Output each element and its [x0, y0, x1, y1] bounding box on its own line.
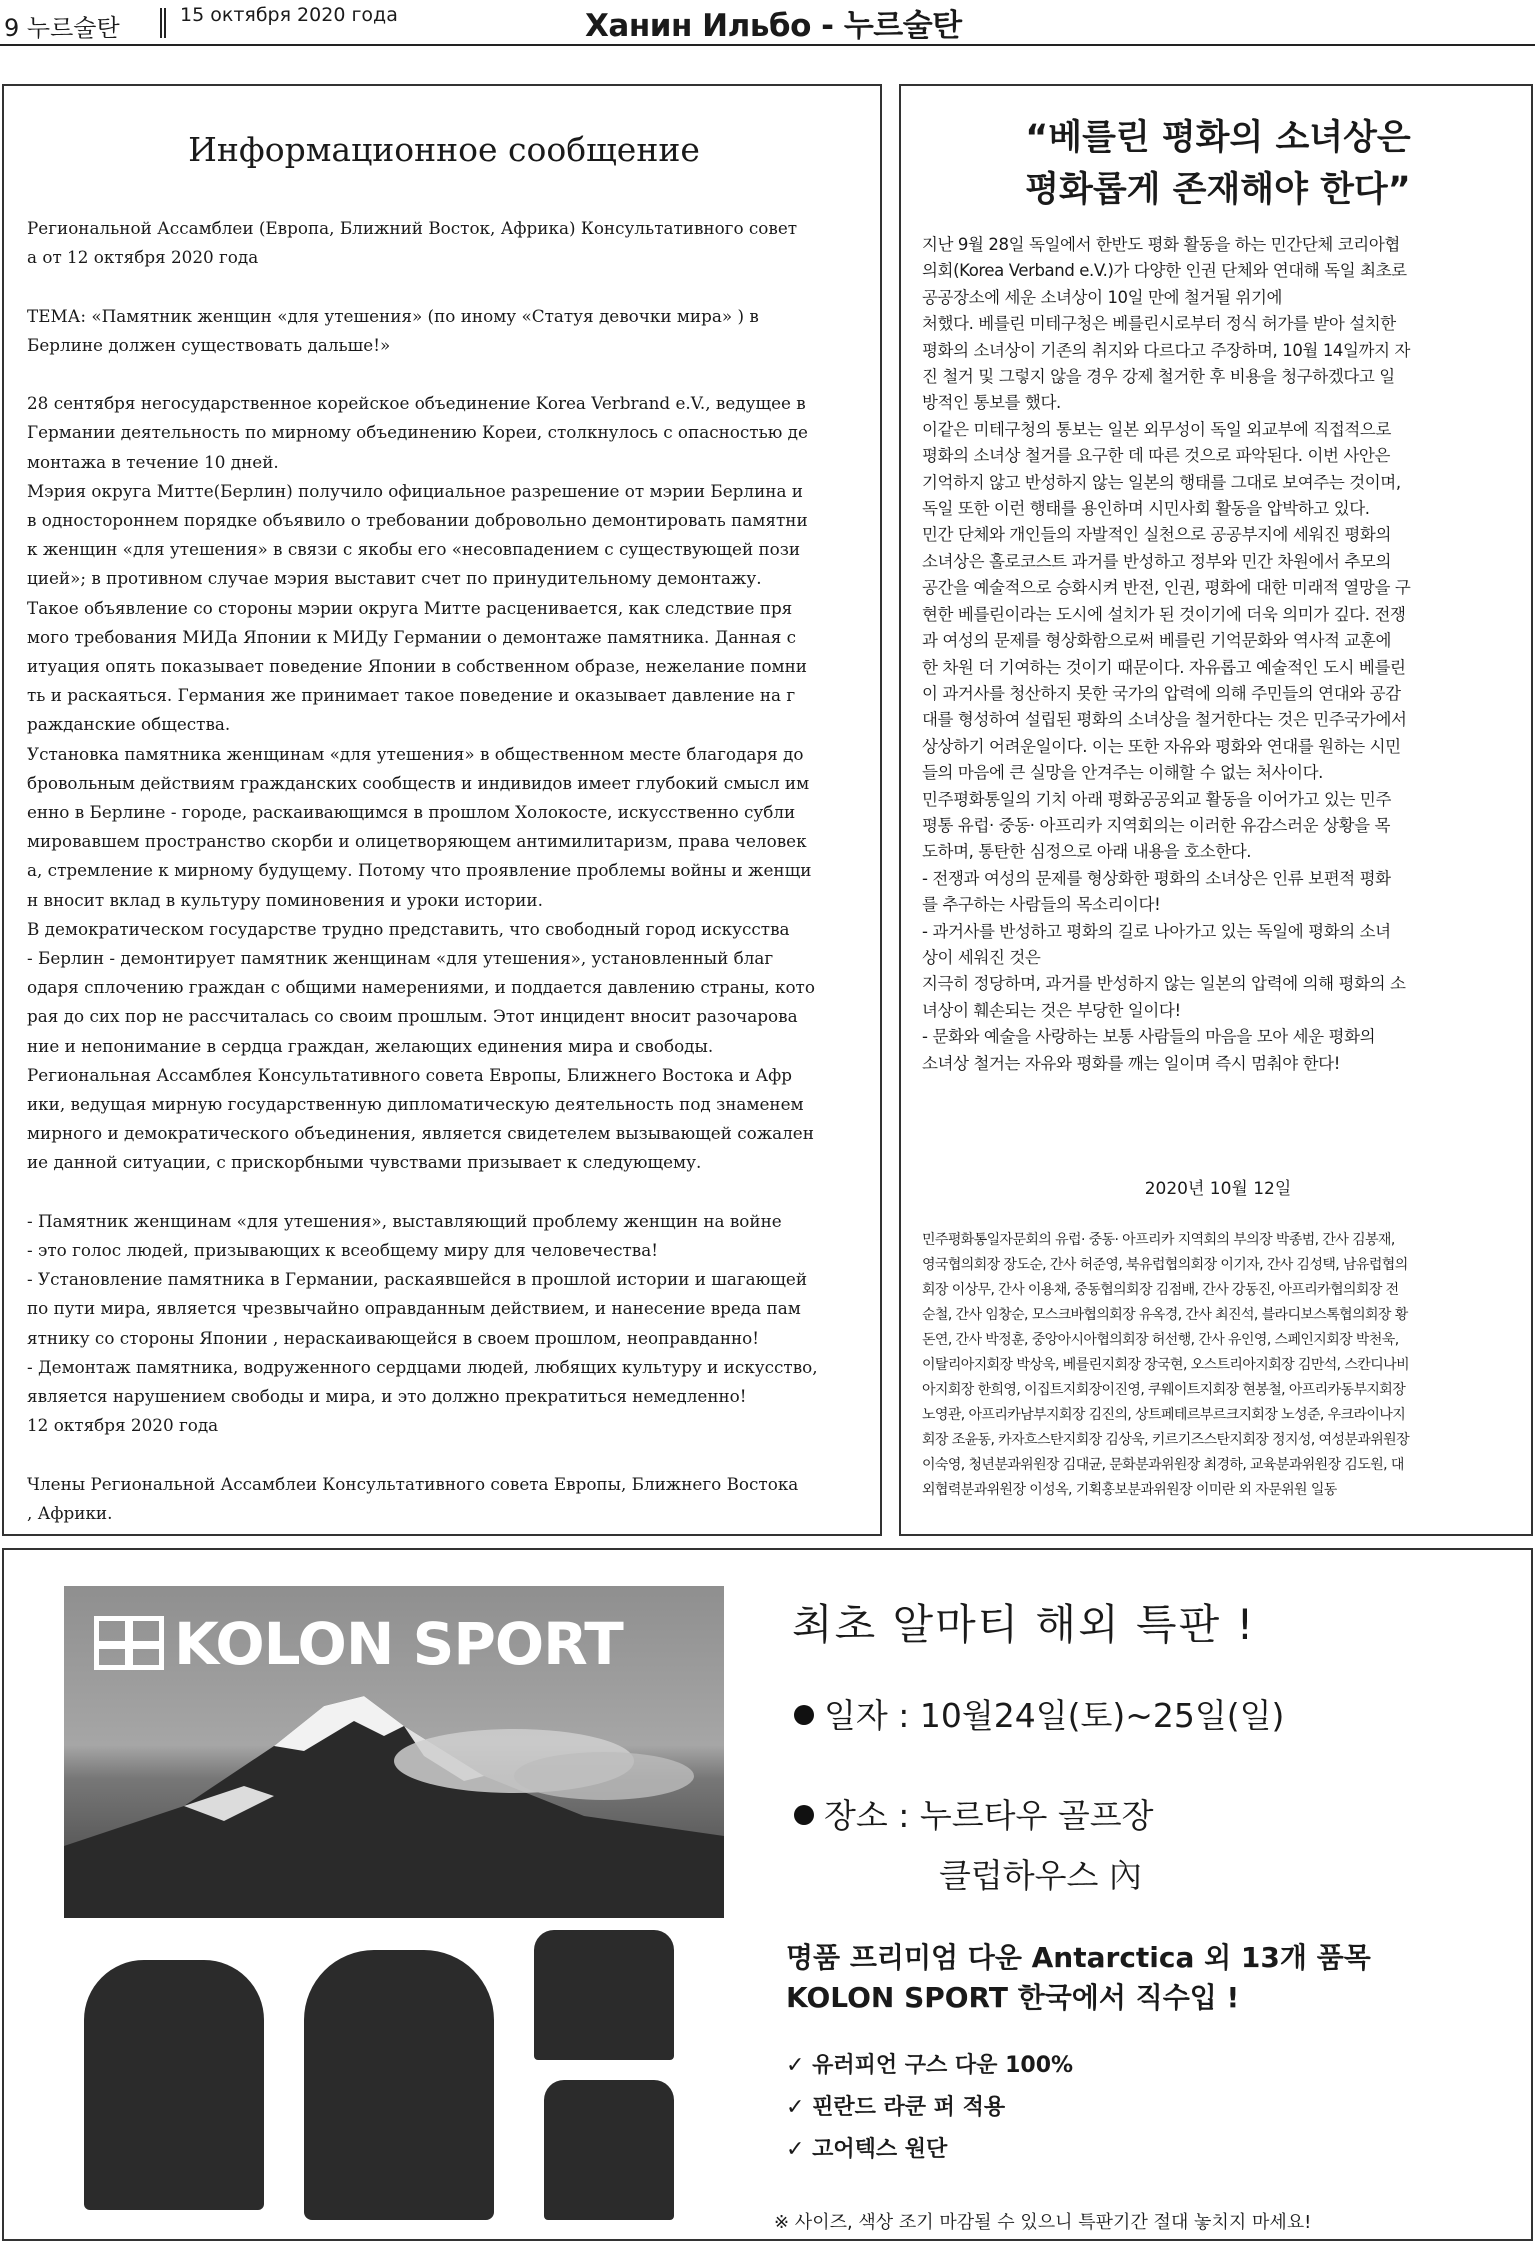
text-line: енно в Берлине - городе, раскаивающимся в прошлом Холокосте, искусственно субли [27, 802, 796, 823]
text-line: ие данной ситуации, с прискорбными чувствами призывает к следующему. [27, 1152, 702, 1173]
text-line: монтажа в течение 10 дней. [27, 451, 279, 472]
text-line: 상상하기 어려운일이다. 이는 또한 자유와 평화와 연대를 원하는 시민 [922, 736, 1401, 756]
text-line: 지극히 정당하며, 과거를 반성하지 않는 일본의 압력에 의해 평화의 소 [922, 974, 1406, 994]
fur-hood-jacket-image [304, 1950, 494, 2220]
text-line: - Демонтаж памятника, водруженного сердцами людей, любящих культуру и искусство, [27, 1356, 818, 1377]
text-line: 방적인 통보를 했다. [922, 393, 1061, 413]
text-line: 민주평화통일의 기치 아래 평화공공외교 활동을 이어가고 있는 민주 [922, 789, 1392, 809]
text-line [27, 272, 870, 301]
text-line: мирного и демократического объединения, является свидетелем вызывающей сожален [27, 1123, 814, 1144]
text-line [27, 1178, 870, 1207]
russian-article [2, 84, 882, 1536]
text-line [27, 360, 870, 389]
text-line: 과 여성의 문제를 형상화함으로써 베를린 기억문화와 역사적 교훈에 [922, 631, 1392, 651]
text-line: ики, ведущая мирную государственную дипломатическую деятельность под знаменем [27, 1094, 804, 1115]
text-line: Региональная Ассамблея Консультативного совета Европы, Ближнего Востока и Афр [27, 1064, 793, 1085]
text-line: 현한 베를린이라는 도시에 설치가 된 것이기에 더욱 의미가 깊다. 전쟁 [922, 604, 1406, 624]
text-line: - 문화와 예술을 사랑하는 보통 사람들의 마음을 모아 세운 평화의 [922, 1027, 1376, 1047]
text-line: 이같은 미테구청의 통보는 일본 외무성이 독일 외교부에 직접적으로 [922, 419, 1392, 439]
bullet-icon [794, 1705, 814, 1725]
text-line: - Берлин - демонтирует памятник женщинам «для утешения», установленный благ [27, 948, 774, 969]
text-line: 28 сентября негосударственное корейское объединение Korea Verbrand e.V., ведущее в [27, 393, 806, 414]
ad-place-text: 장소 : 누르타우 골프장 [824, 1796, 1154, 1835]
text-line: 회장 조윤동, 카자흐스탄지회장 김상욱, 키르기즈스탄지회장 정지성, 여성분과위원장 [922, 1432, 1409, 1448]
issue-date: 15 октября 2020 года [180, 4, 398, 26]
text-line: - это голос людей, призывающих к всеобщему миру для человечества! [27, 1240, 658, 1261]
page-number: 9 누르술탄 [4, 14, 120, 42]
ad-promo-line: KOLON SPORT 한국에서 직수입 ! [786, 1981, 1240, 2014]
text-line: а, стремление к мирному будущему. Потому что проявление проблемы войны и женщи [27, 860, 812, 881]
text-line: 공간을 예술적으로 승화시켜 반전, 인권, 평화에 대한 미래적 열망을 구 [922, 578, 1411, 598]
text-line: В демократическом государстве трудно представить, что свободный город искусства [27, 918, 790, 939]
text-line: 민주평화통일자문회의 유럽· 중동· 아프리카 지역회의 부의장 박종범, 간사 김봉재, [922, 1232, 1395, 1248]
product-photos [64, 1920, 724, 2230]
light-down-jacket-image [544, 2080, 674, 2220]
text-line: 12 октября 2020 года [27, 1415, 219, 1436]
text-line: мого требования МИДа Японии к МИДу Германии о демонтаже памятника. Данная с [27, 626, 797, 647]
text-line: 들의 마음에 큰 실망을 안겨주는 이해할 수 없는 처사이다. [922, 763, 1324, 783]
bullet-icon [794, 1805, 814, 1825]
text-line: 민간 단체와 개인들의 자발적인 실천으로 공공부지에 세워진 평화의 [922, 525, 1392, 545]
text-line: Региональной Ассамблеи (Европа, Ближний Восток, Африка) Консультативного совет [27, 218, 798, 238]
text-line: итуация опять показывает поведение Японии в собственном образе, нежелание помни [27, 656, 807, 677]
brand-name: KOLON SPORT [174, 1610, 623, 1678]
text-line: 평화의 소녀상이 기존의 취지와 다르다고 주장하며, 10월 14일까지 자 [922, 340, 1411, 360]
text-line: 노영관, 아프리카남부지회장 김진의, 상트페테르부르크지회장 노성준, 우크라이나지 [922, 1407, 1406, 1423]
kolon-sport-logo [94, 1610, 623, 1678]
ad-place-line [794, 1790, 1154, 1837]
down-jacket-image [534, 1930, 674, 2060]
text-line: Члены Региональной Ассамблеи Консультативного совета Европы, Ближнего Востока [27, 1473, 799, 1494]
korean-article [899, 84, 1533, 1536]
russian-article-body [27, 214, 870, 1528]
korean-article-body [922, 232, 1518, 1077]
text-line: цией»; в противном случае мэрия выставит счет по принудительному демонтажу. [27, 568, 762, 589]
text-line: 순철, 간사 임창순, 모스크바협의회장 유옥경, 간사 최진석, 블라디보스톡협의회장 황 [922, 1307, 1408, 1323]
text-line: мировавшем пространство скорби и олицетворяющем антимилитаризм, права человек [27, 831, 807, 852]
text-line: 이 과거사를 청산하지 못한 국가의 압력에 의해 주민들의 연대와 공감 [922, 683, 1401, 703]
korean-article-date: 2020년 10월 12일 [1144, 1179, 1292, 1199]
text-line: ятнику со стороны Японии , нераскаивающейся в своем прошлом, неоправданно! [27, 1327, 760, 1348]
text-line: н вносит вклад в культуру поминовения и уроки истории. [27, 889, 543, 910]
text-line: по пути мира, является чрезвычайно оправданным действием, и нанесение вреда пам [27, 1298, 801, 1319]
ad-date-text: 일자 : 10월24일(토)~25일(일) [824, 1696, 1285, 1735]
kolon-logo-icon [94, 1616, 164, 1670]
newspaper-title-kr: 누르술탄 [843, 8, 962, 44]
newspaper-title-ru: Ханин Ильбо - [585, 8, 844, 44]
korean-title-line: 평화롭게 존재해야 한다” [1025, 170, 1411, 210]
text-line: 소녀상은 홀로코스트 과거를 반성하고 정부와 민간 차원에서 추모의 [922, 551, 1392, 571]
text-line: 지난 9월 28일 독일에서 한반도 평화 활동을 하는 민간단체 코리아협 [922, 235, 1400, 254]
text-line: 평화의 소녀상 철거를 요구한 데 따른 것으로 파악된다. 이번 사안은 [922, 446, 1391, 466]
text-line: 도하며, 통탄한 심정으로 아래 내용을 호소한다. [922, 842, 1252, 862]
text-line: ние и непонимание в сердца граждан, желающих единения мира и свободы. [27, 1035, 714, 1056]
korean-article-signatories [922, 1228, 1518, 1503]
text-line: - 과거사를 반성하고 평화의 길로 나아가고 있는 독일에 평화의 소녀 [922, 921, 1391, 941]
korean-article-title [901, 112, 1535, 216]
kolon-sport-advertisement [2, 1548, 1533, 2241]
text-line: ТЕМА: «Памятник женщин «для утешения» (по иному «Статуя девочки мира» ) в [27, 305, 759, 326]
ad-feature: ✓ 핀란드 라쿤 퍼 적용 [786, 2095, 1006, 2120]
ad-feature: ✓ 고어텍스 원단 [786, 2137, 948, 2162]
text-line: - Установление памятника в Германии, раскаявшейся в прошлой истории и шагающей [27, 1269, 808, 1290]
text-line: 를 추구하는 사람들의 목소리이다! [922, 895, 1161, 915]
text-line: 상이 세워진 것은 [922, 947, 1041, 967]
text-line: 이탈리아지회장 박상욱, 베를린지회장 장국현, 오스트리아지회장 김만석, 스칸디나비 [922, 1357, 1409, 1373]
text-line: 회장 이상무, 간사 이용채, 중동협의회장 김점배, 간사 강동진, 아프리카협의회장 전 [922, 1282, 1399, 1298]
text-line: 외협력분과위원장 이성옥, 기획홍보분과위원장 이미란 외 자문위원 일동 [922, 1482, 1337, 1498]
text-line: - 전쟁과 여성의 문제를 형상화한 평화의 소녀상은 인류 보편적 평화 [922, 868, 1391, 888]
text-line: а от 12 октября 2020 года [27, 247, 259, 268]
header-divider [160, 8, 166, 38]
text-line: 평통 유럽· 중동· 아프리카 지역회의는 이러한 유감스러운 상황을 목 [922, 815, 1391, 835]
text-line [27, 1440, 870, 1469]
mountain-photo [64, 1586, 724, 1918]
ad-date-line [794, 1690, 1284, 1737]
text-line: Установка памятника женщинам «для утешения» в общественном месте благодаря до [27, 743, 804, 764]
text-line: 아지회장 한희영, 이집트지회장이진영, 쿠웨이트지회장 현봉철, 아프리카동부지회장 [922, 1382, 1406, 1398]
text-line: ражданские общества. [27, 714, 231, 735]
text-line: 공공장소에 세운 소녀상이 10일 만에 철거될 위기에 [922, 287, 1283, 307]
text-line: Германии деятельность по мирному объединению Кореи, столкнулось с опасностью де [27, 422, 808, 443]
ad-feature: ✓ 유러피언 구스 다운 100% [786, 2053, 1074, 2078]
text-line: ть и раскаяться. Германия же принимает такое поведение и оказывает давление на г [27, 685, 796, 706]
text-line: рая до сих пор не рассчиталась со своим прошлым. Этот инцидент вносит разочарова [27, 1006, 798, 1027]
text-line: 한 차원 더 기여하는 것이기 때문이다. 자유롭고 예술적인 도시 베를린 [922, 657, 1406, 677]
korean-title-line: “베를린 평화의 소녀상은 [1025, 118, 1411, 158]
text-line: к женщин «для утешения» в связи с якобы его «несовпадением с существующей пози [27, 539, 801, 560]
text-line: 대를 형성하여 설립된 평화의 소녀상을 철거한다는 것은 민주국가에서 [922, 710, 1407, 730]
parka-jacket-image [84, 1960, 264, 2210]
ad-footnote: ※ 사이즈, 색상 조기 마감될 수 있으니 특판기간 절대 놓치지 마세요! [774, 2212, 1312, 2233]
text-line: 소녀상 철거는 자유와 평화를 깨는 일이며 즉시 멈춰야 한다! [922, 1053, 1340, 1073]
russian-article-title: Информационное сообщение [188, 130, 700, 169]
ad-headline: 최초 알마티 해외 특판 ! [792, 1600, 1256, 1649]
text-line: 이숙영, 청년분과위원장 김대균, 문화분과위원장 최경하, 교육분과위원장 김도원, 대 [922, 1457, 1404, 1473]
text-line: одаря сплочению граждан с общими намерениями, и поддается давлению страны, кото [27, 977, 815, 998]
ad-promo-line: 명품 프리미엄 다운 Antarctica 외 13개 품목 [786, 1941, 1371, 1974]
text-line: в одностороннем порядке объявило о требовании добровольно демонтировать памятни [27, 510, 808, 530]
text-line: 녀상이 훼손되는 것은 부당한 일이다! [922, 1000, 1181, 1020]
text-line: 처했다. 베를린 미테구청은 베를린시로부터 정식 허가를 받아 설치한 [922, 314, 1396, 334]
text-line: Мэрия округа Митте(Берлин) получило официальное разрешение от мэрии Берлина и [27, 480, 803, 501]
text-line: - Памятник женщинам «для утешения», выставляющий проблему женщин на войне [27, 1210, 782, 1231]
newspaper-title [585, 0, 962, 45]
text-line: 독일 또한 이런 행태를 용인하며 시민사회 활동을 압박하고 있다. [922, 499, 1370, 519]
text-line: Такое объявление со стороны мэрии округа Митте расценивается, как следствие пря [27, 597, 793, 618]
ad-place-line-2: 클럽하우스 內 [939, 1856, 1142, 1895]
text-line: , Африки. [27, 1502, 113, 1523]
text-line: является нарушением свободы и мира, и это должно прекратиться немедленно! [27, 1386, 747, 1407]
text-line: бровольным действиям гражданских сообществ и индивидов имеет глубокий смысл им [27, 772, 810, 793]
text-line: 돈연, 간사 박정훈, 중앙아시아협의회장 허선행, 간사 유인영, 스페인지회장 박천욱, [922, 1332, 1399, 1348]
text-line: 기억하지 않고 반성하지 않는 일본의 행태를 그대로 보여주는 것이며, [922, 472, 1401, 492]
text-line: 영국협의회장 장도순, 간사 허준영, 북유럽협의회장 이기자, 간사 김성택, 남유럽협의 [922, 1257, 1408, 1273]
text-line: Берлине должен существовать дальше!» [27, 334, 391, 355]
text-line: 의회(Korea Verband e.V.)가 다양한 인권 단체와 연대해 독일 최초로 [922, 261, 1407, 281]
text-line: 진 철거 및 그렇지 않을 경우 강제 철거한 후 비용을 청구하겠다고 일 [922, 367, 1395, 387]
page-header [0, 0, 1535, 46]
